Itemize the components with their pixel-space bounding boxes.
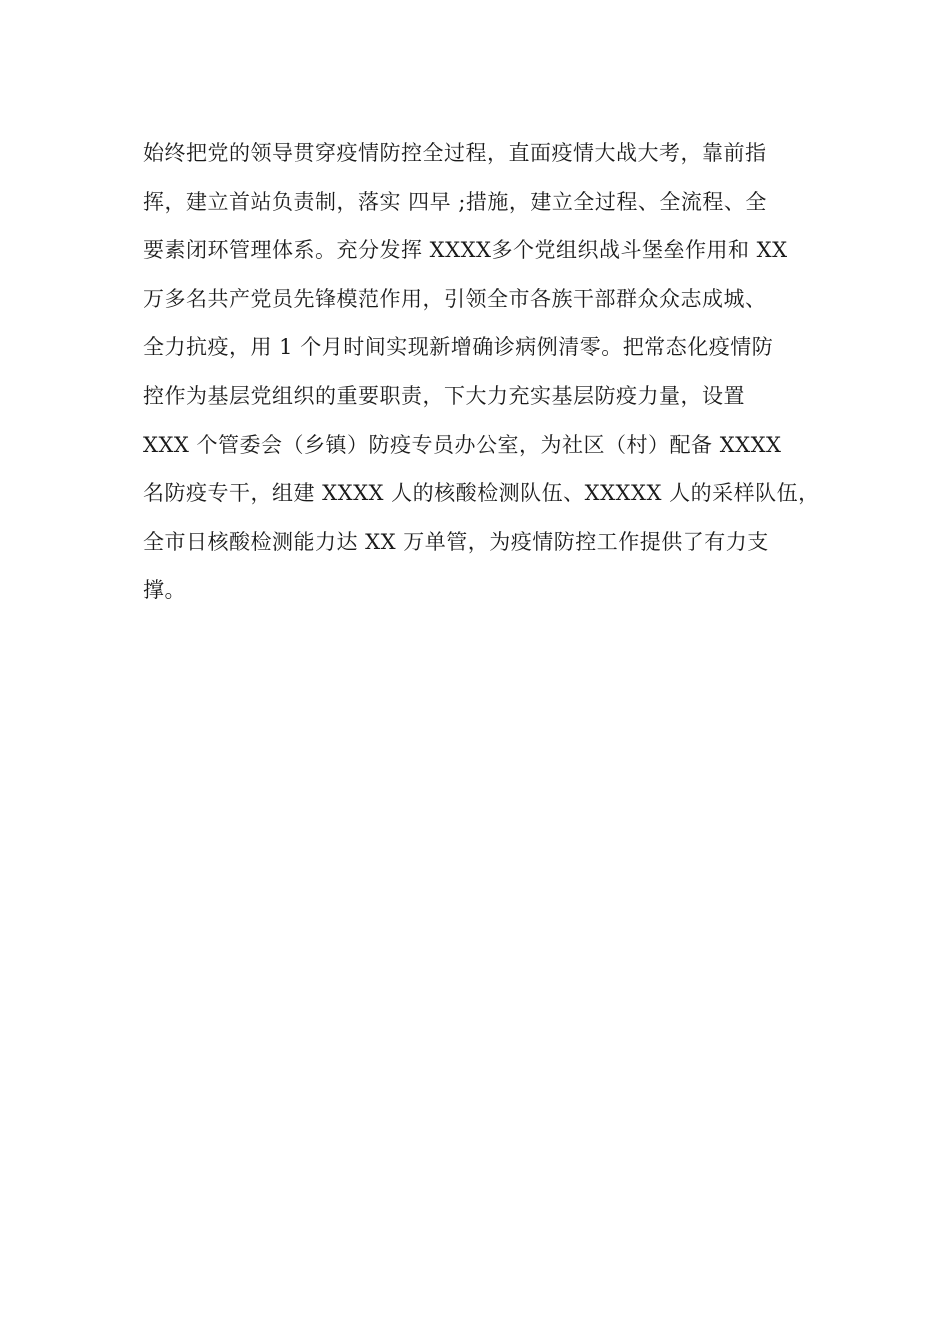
body-paragraph: [143, 133, 823, 619]
paragraph-line-7: XXX 个管委会（乡镇）防疫专员办公室，为社区（村）配备 XXXX: [143, 432, 782, 457]
paragraph-line-10: 撑。: [143, 578, 186, 603]
paragraph-line-5: 全力抗疫，用 1 个月时间实现新增确诊病例清零。把常态化疫情防: [143, 335, 774, 360]
paragraph-line-8: 名防疫专干，组建 XXXX 人的核酸检测队伍、XXXXX 人的采样队伍，: [143, 481, 820, 506]
paragraph-line-3: 要素闭环管理体系。充分发挥 XXXX多个党组织战斗堡垒作用和 XX: [143, 238, 788, 263]
paragraph-line-1: 始终把党的领导贯穿疫情防控全过程，直面疫情大战大考，靠前指: [143, 141, 767, 165]
paragraph-line-4: 万多名共产党员先锋模范作用，引领全市各族干部群众众志成城、: [143, 286, 767, 311]
paragraph-line-9: 全市日核酸检测能力达 XX 万单管，为疫情防控工作提供了有力支: [143, 529, 769, 554]
paragraph-line-2: 挥，建立首站负责制，落实 四早 ;措施，建立全过程、全流程、全: [143, 189, 767, 214]
paragraph-line-6: 控作为基层党组织的重要职责，下大力充实基层防疫力量，设置: [143, 383, 745, 408]
